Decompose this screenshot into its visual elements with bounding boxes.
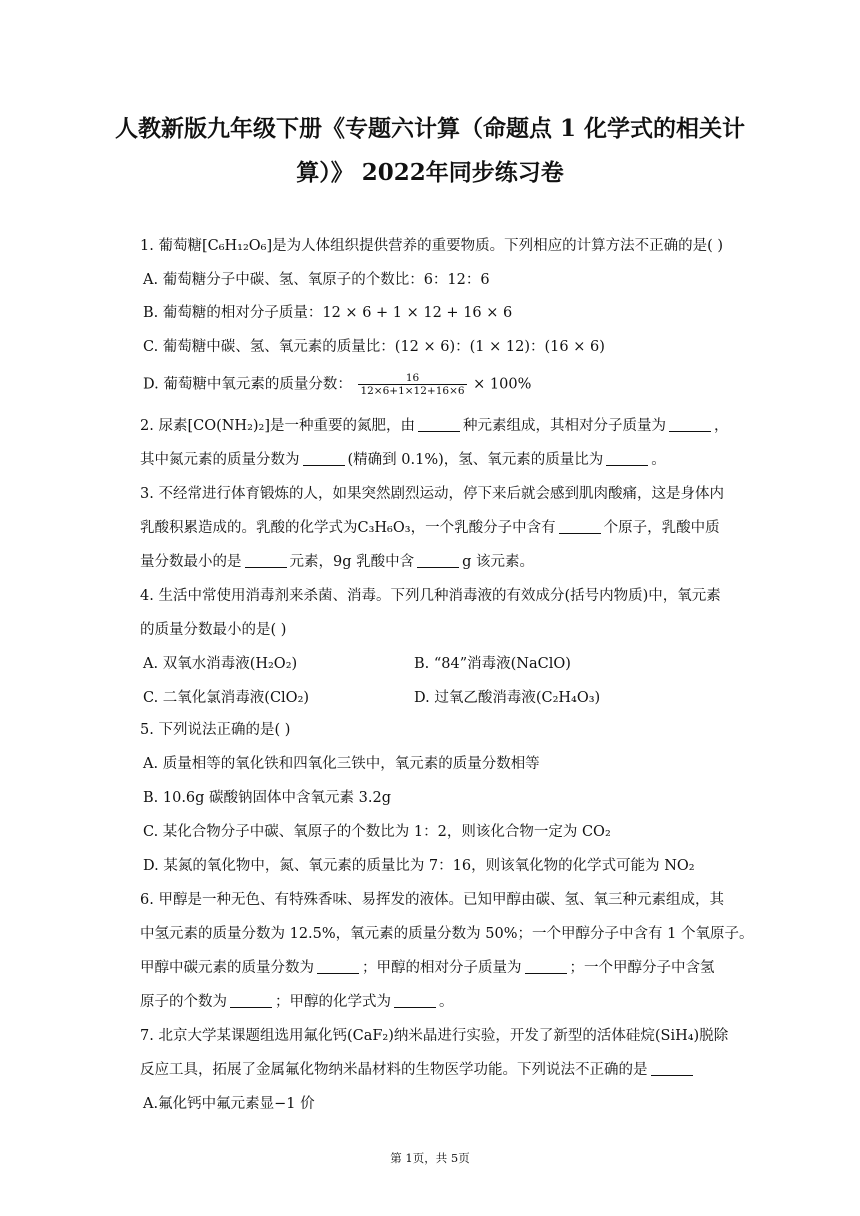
q1-option-a: A. 葡萄糖分子中碳、氢、氧原子的个数比：6：12：6	[143, 272, 490, 288]
q4-line1: 4. 生活中常使用消毒剂来杀菌、消毒。下列几种消毒液的有效成分(括号内物质)中，氧元素	[140, 588, 721, 604]
q2-text: ，	[714, 418, 729, 434]
q6-text: ；甲醇的化学式为	[275, 994, 391, 1010]
q1-option-b: B. 葡萄糖的相对分子质量：12 × 6 + 1 × 12 + 16 × 6	[143, 305, 513, 321]
q5-option-d: D. 某氮的氧化物中，氮、氧元素的质量比为 7：16，则该氧化物的化学式可能为 NO₂	[143, 858, 695, 874]
q6-text: ；甲醇的相对分子质量为	[362, 960, 522, 976]
q5-stem: 5. 下列说法正确的是( )	[140, 722, 291, 738]
answer-blank[interactable]	[418, 417, 460, 432]
q3-text: 个原子，乳酸中质	[603, 520, 720, 536]
fraction-denominator: 12×6+1×12+16×6	[360, 385, 465, 397]
q4-line2: 的质量分数最小的是( )	[140, 622, 287, 638]
answer-blank[interactable]	[245, 553, 287, 568]
q2-text: 其中氮元素的质量分数为	[140, 452, 300, 468]
fraction-numerator: 16	[405, 372, 420, 384]
doc-title-line1: 人教新版九年级下册《专题六计算（命题点 1 化学式的相关计	[114, 115, 746, 142]
q3-text: g 该元素。	[462, 554, 535, 570]
q3-text: 元素，9g 乳酸中含	[289, 554, 415, 570]
q1-stem: 1. 葡萄糖[C₆H₁₂O₆]是为人体组织提供营养的重要物质。下列相应的计算方法不正确的是( )	[140, 238, 724, 254]
answer-blank[interactable]	[669, 417, 711, 432]
answer-blank[interactable]	[303, 451, 345, 466]
q3-line3	[140, 552, 534, 572]
q4-option-c: C. 二氧化氯消毒液(ClO₂)	[143, 690, 310, 706]
q4-option-a: A. 双氧水消毒液(H₂O₂)	[143, 656, 298, 672]
q5-option-b: B. 10.6g 碳酸钠固体中含氧元素 3.2g	[143, 790, 392, 806]
q6-text: ；一个甲醇分子中含氢	[569, 960, 715, 976]
page-footer: 第 1页，共 5页	[390, 1151, 470, 1165]
answer-blank[interactable]	[230, 993, 272, 1008]
q1-option-d	[143, 372, 531, 397]
q3-text: 乳酸积累造成的。乳酸的化学式为C₃H₆O₃，一个乳酸分子中含有	[140, 520, 556, 536]
q1-option-d-suffix: × 100%	[473, 376, 532, 393]
q3-text: 量分数最小的是	[140, 554, 242, 570]
q2-line2	[140, 450, 666, 470]
q2-text: 。	[651, 452, 666, 468]
answer-blank[interactable]	[651, 1061, 693, 1076]
q7-line2	[140, 1060, 696, 1080]
q3-line1: 3. 不经常进行体育锻炼的人，如果突然剧烈运动，停下来后就会感到肌肉酸痛，这是身体内	[140, 486, 724, 502]
answer-blank[interactable]	[417, 553, 459, 568]
doc-title-line2: 算）》 2022年同步练习卷	[296, 159, 564, 186]
q2-line1	[140, 416, 729, 436]
q6-line1: 6. 甲醇是一种无色、有特殊香味、易挥发的液体。已知甲醇由碳、氢、氧三种元素组成，其	[140, 892, 724, 908]
q1-option-c: C. 葡萄糖中碳、氢、氧元素的质量比：(12 × 6)：(1 × 12)：(16 × 6)	[143, 339, 605, 355]
q4-option-b: B. “84”消毒液(NaClO)	[414, 656, 571, 672]
q6-line2: 中氢元素的质量分数为 12.5%，氧元素的质量分数为 50%；一个甲醇分子中含有 1 个氧原子。	[140, 926, 754, 942]
answer-blank[interactable]	[606, 451, 648, 466]
q4-option-d: D. 过氧乙酸消毒液(C₂H₄O₃)	[414, 690, 601, 706]
q6-line4	[140, 992, 454, 1012]
q5-option-c: C. 某化合物分子中碳、氧原子的个数比为 1：2，则该化合物一定为 CO₂	[143, 824, 611, 840]
q6-text: 甲醇中碳元素的质量分数为	[140, 960, 314, 976]
q7-text: 反应工具，拓展了金属氟化物纳米晶材料的生物医学功能。下列说法不正确的是	[140, 1062, 648, 1078]
q7-line1: 7. 北京大学某课题组选用氟化钙(CaF₂)纳米晶进行实验，开发了新型的活体硅烷(SiH₄)脱除	[140, 1028, 729, 1044]
fraction	[358, 372, 466, 397]
q7-option-a: A.氟化钙中氟元素显−1 价	[143, 1096, 315, 1112]
q6-text: 。	[439, 994, 454, 1010]
answer-blank[interactable]	[525, 959, 567, 974]
q2-text: 2. 尿素[CO(NH₂)₂]是一种重要的氮肥，由	[140, 418, 416, 434]
answer-blank[interactable]	[559, 519, 601, 534]
q6-text: 原子的个数为	[140, 994, 227, 1010]
q2-text: 种元素组成，其相对分子质量为	[463, 418, 667, 434]
q3-line2	[140, 518, 720, 538]
q2-text: (精确到 0.1%)，氢、氧元素的质量比为	[347, 452, 604, 468]
q5-option-a: A. 质量相等的氧化铁和四氧化三铁中，氧元素的质量分数相等	[143, 756, 540, 772]
q1-option-d-prefix: D. 葡萄糖中氧元素的质量分数：	[143, 376, 352, 393]
q6-line3	[140, 958, 715, 978]
answer-blank[interactable]	[394, 993, 436, 1008]
answer-blank[interactable]	[317, 959, 359, 974]
